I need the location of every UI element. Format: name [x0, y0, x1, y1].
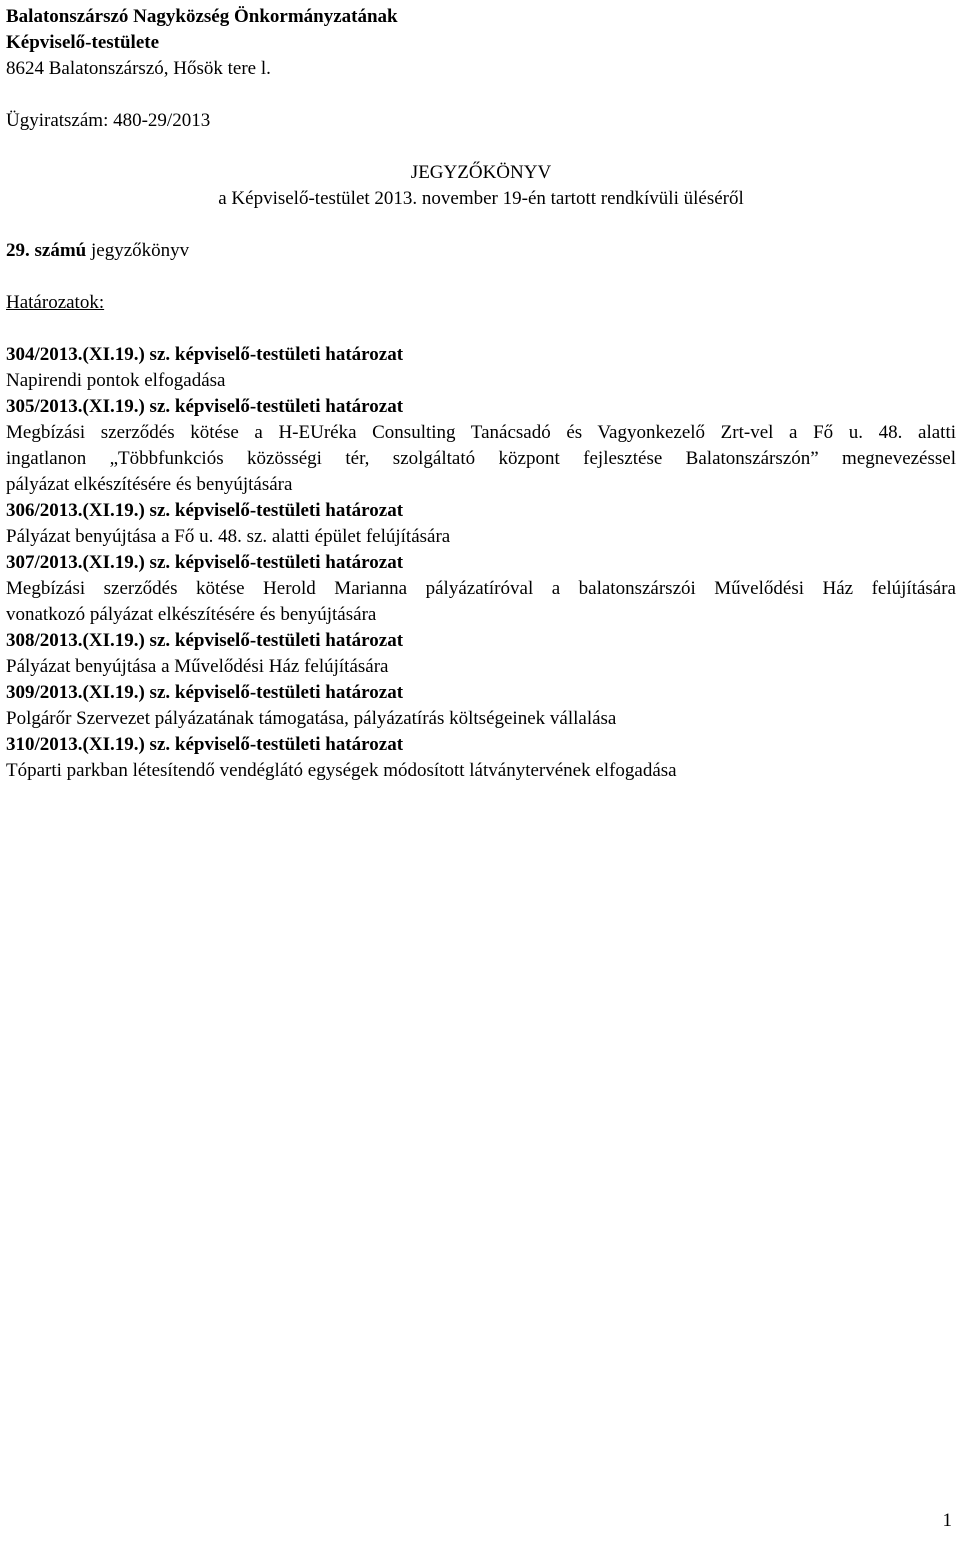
resolution-number: 304/2013.(XI.19.) sz. képviselő-testületi határozat — [6, 344, 404, 365]
resolution-308 — [6, 628, 956, 680]
resolution-text: Napirendi pontok elfogadása — [6, 370, 226, 391]
resolution-304 — [6, 342, 956, 394]
resolution-text: Polgárőr Szervezet pályázatának támogatása, pályázatírás költségeinek vállalása — [6, 708, 617, 729]
resolution-text: Tóparti parkban létesítendő vendéglátó egységek módosított látványtervének elfogadása — [6, 760, 677, 781]
resolution-text: vonatkozó pályázat elkészítésére és benyújtására — [6, 604, 377, 625]
resolution-number: 309/2013.(XI.19.) sz. képviselő-testületi határozat — [6, 682, 404, 703]
document-title: JEGYZŐKÖNYV — [410, 162, 552, 183]
resolution-text: Megbízási szerződés kötése a H-EUréka Consulting Tanácsadó és Vagyonkezelő Zrt-vel a Fő u. 48. alatti — [6, 422, 956, 443]
resolution-text: pályázat elkészítésére és benyújtására — [6, 474, 293, 495]
document-page — [6, 4, 956, 784]
org-name-line1: Balatonszárszó Nagyközség Önkormányzatának — [6, 6, 398, 27]
resolution-text: ingatlanon „Többfunkciós közösségi tér, szolgáltató központ fejlesztése Balatonszárszón” megnevezéssel — [6, 448, 956, 469]
document-subtitle: a Képviselő-testület 2013. november 19-én tartott rendkívüli üléséről — [218, 188, 744, 209]
minutes-number-bold: 29. számú — [6, 240, 87, 261]
resolution-309 — [6, 680, 956, 732]
resolution-number: 308/2013.(XI.19.) sz. képviselő-testületi határozat — [6, 630, 404, 651]
resolution-305 — [6, 394, 956, 498]
resolutions-list — [6, 342, 956, 784]
resolution-307 — [6, 550, 956, 628]
page-number: 1 — [942, 1510, 952, 1531]
resolution-text: Pályázat benyújtása a Fő u. 48. sz. alatti épület felújítására — [6, 526, 451, 547]
resolution-number: 305/2013.(XI.19.) sz. képviselő-testületi határozat — [6, 396, 404, 417]
resolution-306 — [6, 498, 956, 550]
resolutions-heading: Határozatok: — [6, 292, 105, 313]
org-name-line2: Képviselő-testülete — [6, 32, 160, 53]
org-address: 8624 Balatonszárszó, Hősök tere l. — [6, 58, 271, 79]
resolution-310 — [6, 732, 956, 784]
minutes-number — [6, 238, 956, 264]
file-number: Ügyiratszám: 480-29/2013 — [6, 110, 211, 131]
resolution-number: 306/2013.(XI.19.) sz. képviselő-testületi határozat — [6, 500, 404, 521]
resolution-text: Pályázat benyújtása a Művelődési Ház felújítására — [6, 656, 389, 677]
resolution-text: Megbízási szerződés kötése Herold Marianna pályázatíróval a balatonszárszói Művelődési Ház felújítására — [6, 578, 956, 599]
minutes-number-rest: jegyzőkönyv — [86, 240, 190, 261]
resolution-number: 307/2013.(XI.19.) sz. képviselő-testületi határozat — [6, 552, 404, 573]
resolution-number: 310/2013.(XI.19.) sz. képviselő-testületi határozat — [6, 734, 404, 755]
